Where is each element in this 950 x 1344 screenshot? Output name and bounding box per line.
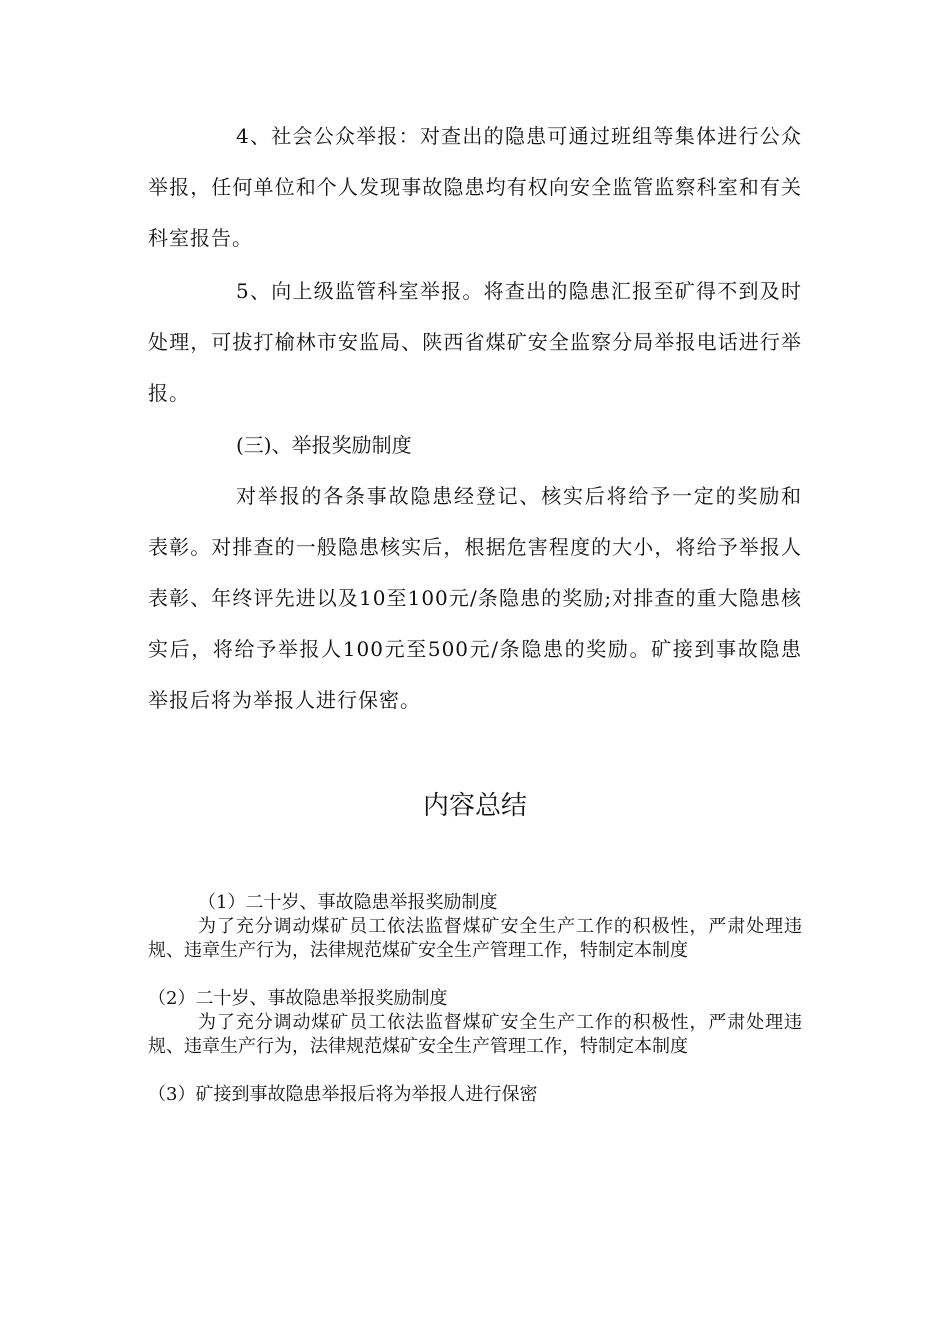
summary-item-2-title: （2）二十岁、事故隐患举报奖励制度: [148, 988, 448, 1009]
summary-item-1-title: （1）二十岁、事故隐患举报奖励制度: [198, 892, 498, 913]
paragraph-superior-report: 5、向上级监管科室举报。将查出的隐患汇报至矿得不到及时处理，可拔打榆林市安监局、陕西省煤矿安全监察分局举报电话进行举报。: [148, 279, 802, 405]
summary-item-3-title: （3）矿接到事故隐患举报后将为举报人进行保密: [148, 1084, 538, 1105]
summary-item-1-text: 为了充分调动煤矿员工依法监督煤矿安全生产工作的积极性，严肃处理违规、违章生产行为，法律规范煤矿安全生产管理工作，特制定本制度: [148, 916, 802, 961]
paragraph-reward-details: 对举报的各条事故隐患经登记、核实后将给予一定的奖励和表彰。对排查的一般隐患核实后，根据危害程度的大小，将给予举报人表彰、年终评先进以及10至100元/条隐患的奖励;对排查的重大隐患核实后，将给予举报人100元至500元/条隐患的奖励。矿接到事故隐患举报后将为举报人进行保密。: [148, 484, 802, 712]
section-heading-reward-system: (三)、举报奖励制度: [236, 433, 412, 457]
summary-item-2-text: 为了充分调动煤矿员工依法监督煤矿安全生产工作的积极性，严肃处理违规、违章生产行为，法律规范煤矿安全生产管理工作，特制定本制度: [148, 1012, 802, 1057]
paragraph-public-report: 4、社会公众举报：对查出的隐患可通过班组等集体进行公众举报，任何单位和个人发现事故隐患均有权向安全监管监察科室和有关科室报告。: [148, 124, 802, 250]
summary-title: 内容总结: [422, 791, 527, 821]
